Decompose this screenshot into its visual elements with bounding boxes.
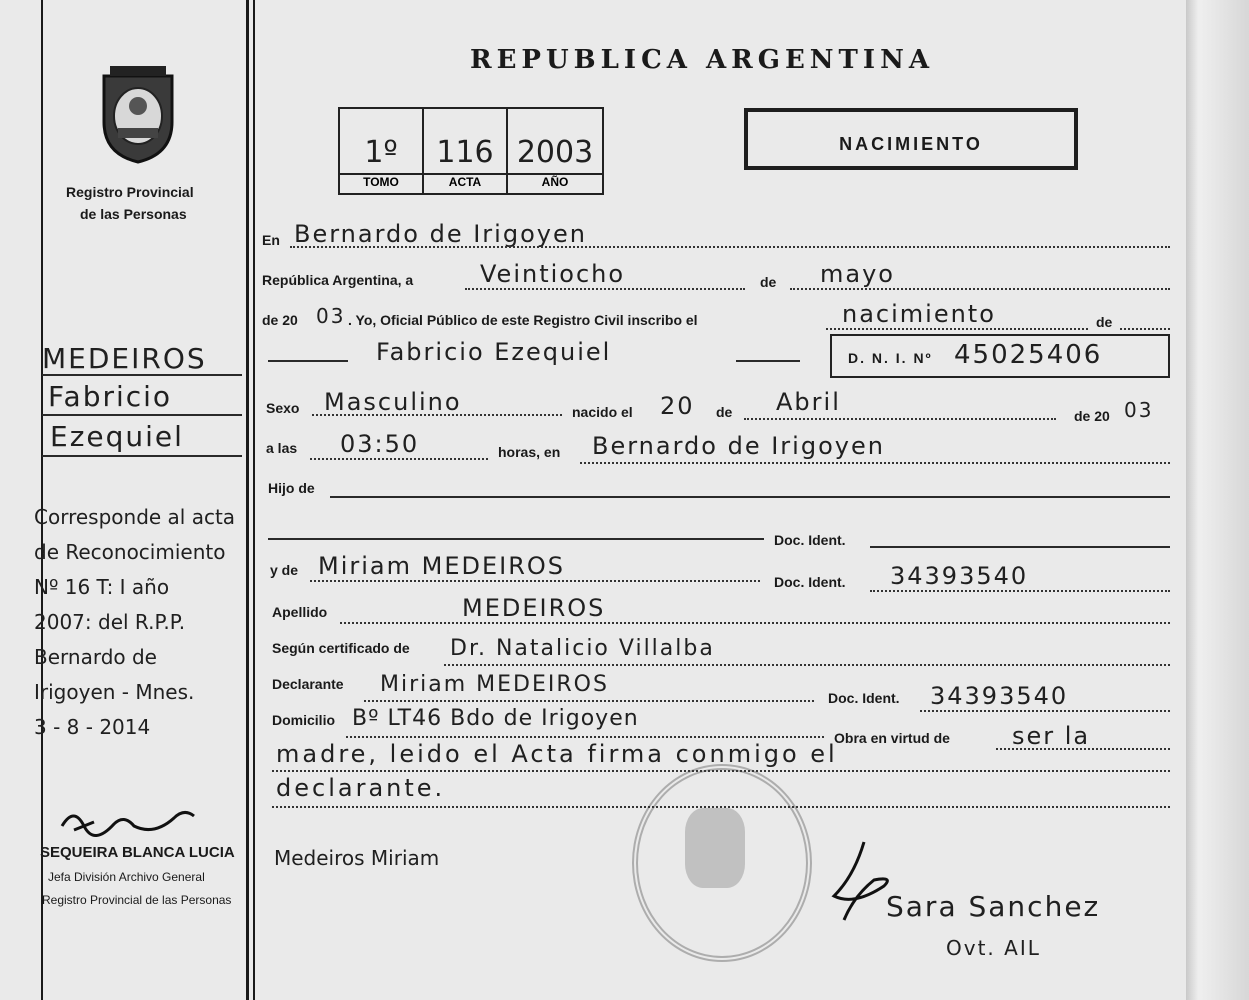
republica-label: República Argentina, a <box>262 272 414 288</box>
line <box>268 538 764 540</box>
person-name-value: Fabricio Ezequiel <box>376 338 612 366</box>
mother-doc-value: 34393540 <box>890 562 1029 590</box>
dni-label: D. N. I. Nº <box>848 350 933 366</box>
declarante-label: Declarante <box>272 676 344 692</box>
de2-label: de <box>1096 314 1113 330</box>
country-title: REPUBLICA ARGENTINA <box>470 45 935 75</box>
birth-month-value: Abril <box>776 388 841 416</box>
line <box>736 360 800 362</box>
apellido-label: Apellido <box>272 604 328 620</box>
obra-label: Obra en virtud de <box>834 730 950 746</box>
de3-label: de <box>716 404 733 420</box>
birth-place-value: Bernardo de Irigoyen <box>592 432 885 460</box>
margin-surname: MEDEIROS <box>42 342 207 375</box>
ano-cell <box>508 109 602 193</box>
signatory-org: Registro Provincial de las Personas <box>42 893 232 907</box>
month-value: mayo <box>820 260 895 288</box>
doc-ident-label-father: Doc. Ident. <box>774 532 846 548</box>
continuation-line-2: declarante. <box>276 774 446 802</box>
line <box>340 622 1170 624</box>
dni-value: 45025406 <box>954 340 1103 370</box>
line <box>920 710 1170 712</box>
continuation-line-1: madre, leido el Acta firma conmigo el <box>276 740 838 768</box>
day-words-value: Veintiocho <box>480 260 626 288</box>
line <box>790 288 1170 290</box>
dni-box <box>830 334 1170 378</box>
line <box>580 462 1170 464</box>
ano-value: 2003 <box>516 135 594 170</box>
line <box>744 418 1056 420</box>
domicilio-value: Bº LT46 Bdo de Irigoyen <box>352 706 639 731</box>
line <box>268 360 348 362</box>
tomo-label: TOMO <box>363 175 399 189</box>
time-value: 03:50 <box>340 430 420 458</box>
doc-ident-label-mother: Doc. Ident. <box>774 574 846 590</box>
line <box>364 700 814 702</box>
margin-annotation <box>34 500 254 745</box>
declarante-doc-value: 34393540 <box>930 682 1069 710</box>
line <box>870 546 1170 548</box>
provincial-emblem-seal <box>96 62 180 166</box>
line <box>826 328 1088 330</box>
line <box>996 748 1170 750</box>
margin-line <box>42 374 242 376</box>
reg-box-divider <box>340 173 602 175</box>
nacido-label: nacido el <box>572 404 633 420</box>
ano-label: AÑO <box>541 175 569 189</box>
line <box>465 288 745 290</box>
acta-label: ACTA <box>448 175 482 189</box>
annotation-line: Nº 16 T: I año <box>34 575 170 599</box>
line <box>1120 328 1170 330</box>
registry-reference-box <box>338 107 604 195</box>
record-type-box <box>744 108 1078 170</box>
margin-name-1: Fabricio <box>48 380 173 413</box>
line <box>310 458 488 460</box>
acta-value: 116 <box>436 135 494 170</box>
en-label: En <box>262 232 280 248</box>
signatory-title: Jefa División Archivo General <box>48 870 205 884</box>
alas-label: a las <box>266 440 298 456</box>
annotation-line: Bernardo de <box>34 645 157 669</box>
obra-value: ser la <box>1012 722 1091 750</box>
sexo-value: Masculino <box>324 388 462 416</box>
apellido-value: MEDEIROS <box>462 594 606 622</box>
place-value: Bernardo de Irigoyen <box>294 220 587 248</box>
oficial-text: . Yo, Oficial Público de este Registro Civil inscribo el <box>348 312 698 328</box>
horas-label: horas, en <box>498 444 561 460</box>
margin-line <box>42 414 242 416</box>
line <box>870 590 1170 592</box>
margin-name-2: Ezequiel <box>50 420 184 453</box>
annotation-line: 3 - 8 - 2014 <box>34 715 151 739</box>
doc-ident-label-declarante: Doc. Ident. <box>828 690 900 706</box>
line <box>346 736 824 738</box>
annotation-line: 2007: del R.P.P. <box>34 610 186 634</box>
birth-day-value: 20 <box>660 392 695 420</box>
line <box>330 496 1170 498</box>
margin-line <box>42 455 242 457</box>
annotation-line: Irigoyen - Mnes. <box>34 680 195 704</box>
tomo-value: 1º <box>364 135 398 170</box>
declarante-signature: Medeiros Miriam <box>274 846 440 870</box>
line <box>312 414 562 416</box>
declarante-value: Miriam MEDEIROS <box>380 672 609 697</box>
record-type-label: NACIMIENTO <box>839 134 983 154</box>
sexo-label: Sexo <box>266 400 300 416</box>
cert-value: Dr. Natalicio Villalba <box>450 636 715 661</box>
annotation-line: de Reconocimiento <box>34 540 226 564</box>
line <box>444 664 1170 666</box>
yde-label: y de <box>270 562 299 578</box>
birth-year-suffix-value: 03 <box>1124 398 1154 422</box>
cert-label: Según certificado de <box>272 640 410 656</box>
hijo-label: Hijo de <box>268 480 315 496</box>
domicilio-label: Domicilio <box>272 712 336 728</box>
issuer-line-2: de las Personas <box>80 206 187 222</box>
oficial-signature-subtext: Ovt. AIL <box>946 936 1041 960</box>
record-type-value: nacimiento <box>842 300 996 328</box>
de20-label: de 20 <box>1074 408 1110 424</box>
acta-cell <box>424 109 508 193</box>
issuer-line-1: Registro Provincial <box>66 184 194 200</box>
mother-value: Miriam MEDEIROS <box>318 552 566 580</box>
stamp-emblem <box>685 808 745 888</box>
archive-signature <box>54 796 204 846</box>
annotation-line: Corresponde al acta <box>34 505 236 529</box>
signatory-name: SEQUEIRA BLANCA LUCIA <box>40 844 235 861</box>
year-suffix-value: 03 <box>316 304 346 328</box>
line <box>310 580 760 582</box>
de-label: de <box>760 274 777 290</box>
oficial-signature: Sara Sanchez <box>886 890 1101 923</box>
tomo-cell <box>340 109 424 193</box>
year-prefix-label: de 20 <box>262 312 298 328</box>
line <box>290 246 1170 248</box>
